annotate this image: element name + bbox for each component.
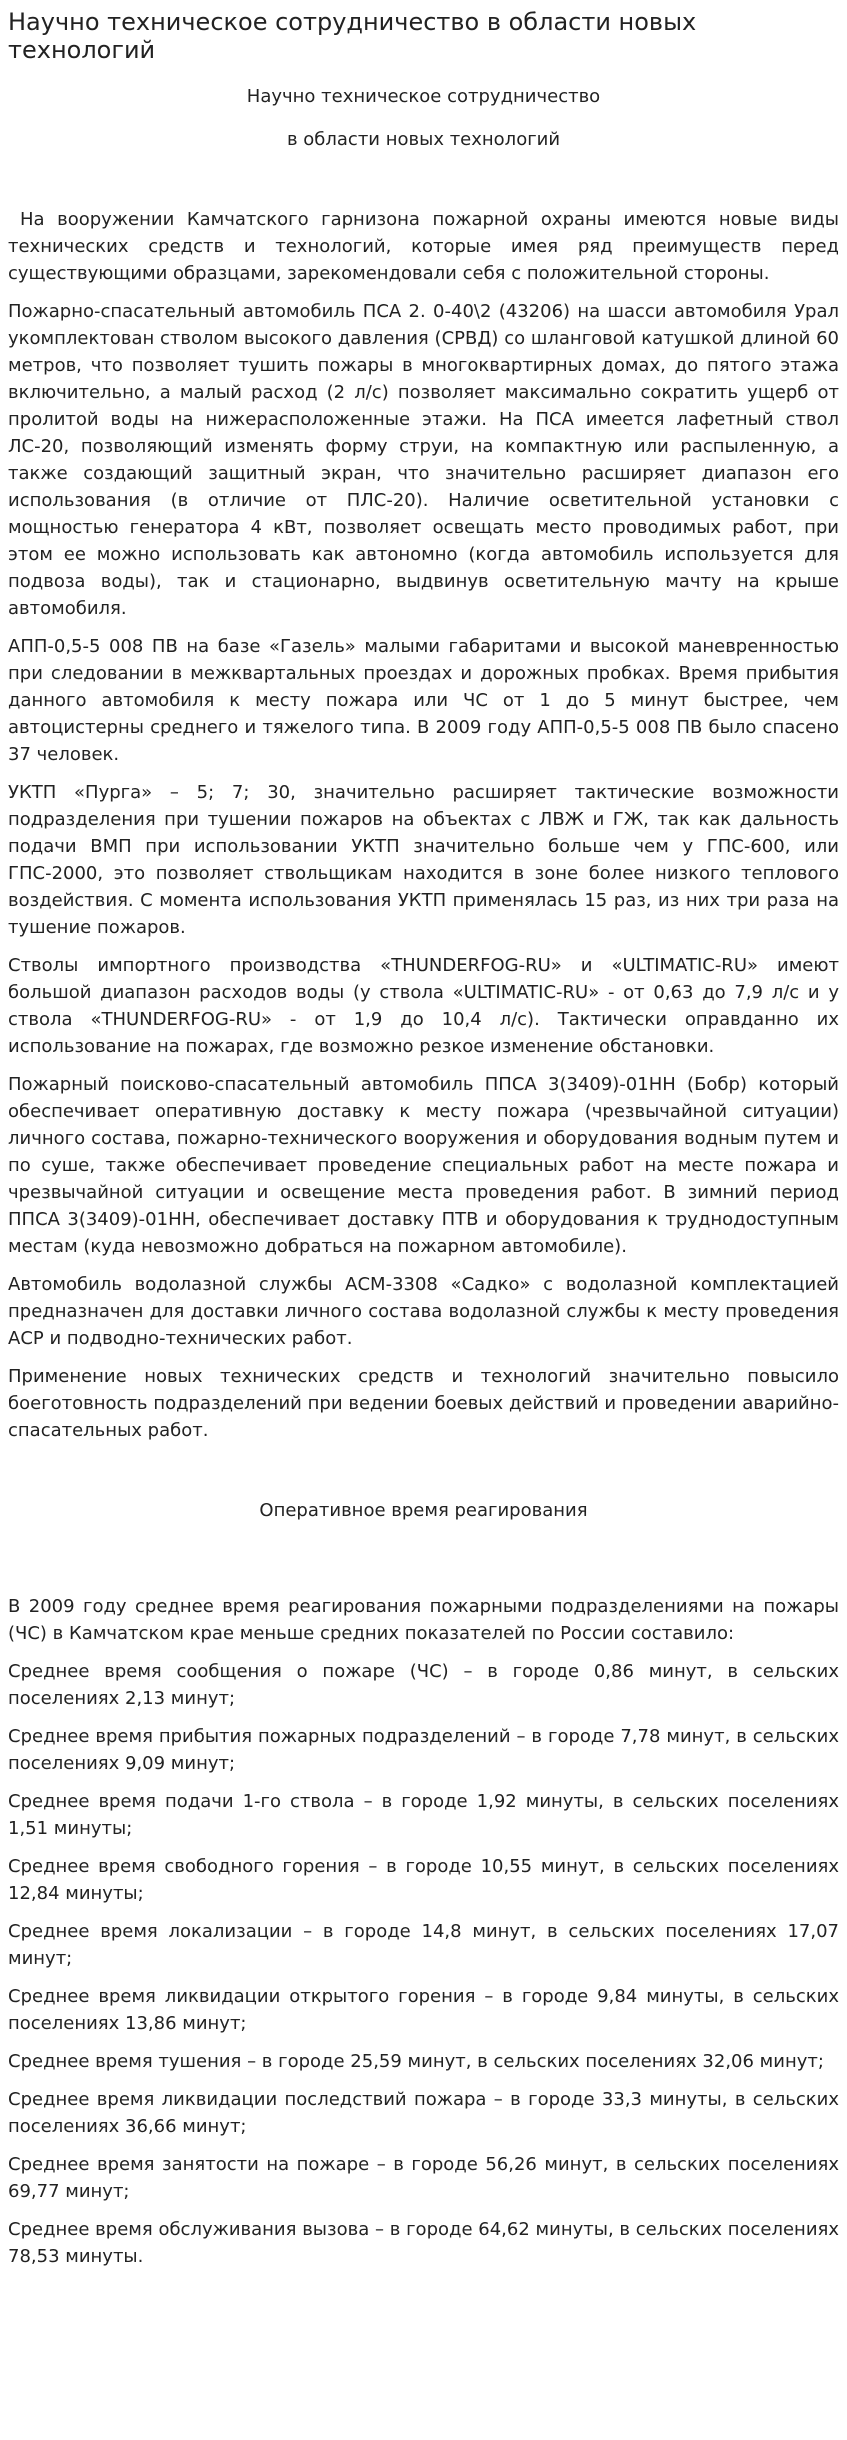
paragraph-conclusion: Применение новых технических средств и технологий значительно повысило боеготовность подразделений при ведении боевых действий и проведении аварийно-спасательных работ. xyxy=(8,1366,839,1441)
stat-item: Среднее время обслуживания вызова – в городе 64,62 минуты, в сельских поселениях 78,53 минуты. xyxy=(8,2219,839,2267)
stat-item: Среднее время локализации – в городе 14,8 минут, в сельских поселениях 17,07 минут; xyxy=(8,1921,839,1969)
stat-item: Среднее время сообщения о пожаре (ЧС) – в городе 0,86 минут, в сельских поселениях 2,13 минут; xyxy=(8,1661,839,1709)
spacer xyxy=(8,1524,839,1593)
stat-item: Среднее время ликвидации открытого горения – в городе 9,84 минуты, в сельских поселениях 13,86 минут; xyxy=(8,1986,839,2034)
paragraph-intro: На вооружении Камчатского гарнизона пожарной охраны имеются новые виды технических средств и технологий, которые имея ряд преимуществ перед существующими образцами, зарекомендовали себя с положительной стороны. xyxy=(8,209,839,284)
paragraph-nozzles: Стволы импортного производства «THUNDERFOG-RU» и «ULTIMATIC-RU» имеют большой диапазон расходов воды (у ствола «ULTIMATIC-RU» - от 0,63 до 7,9 л/с и у ствола «THUNDERFOG-RU» - от 1,9 до 10,4 л/с). Тактически оправданно их использование на пожарах, где возможно резкое изменение обстановки. xyxy=(8,955,839,1057)
page-title: Научно техническое сотрудничество в области новых технологий xyxy=(8,8,697,64)
paragraph-uktp: УКТП «Пурга» – 5; 7; 30, значительно расширяет тактические возможности подразделения при тушении пожаров на объектах с ЛВЖ и ГЖ, так как дальность подачи ВМП при использовании УКТП значительно больше чем у ГПС-600, или ГПС-2000, это позволяет ствольщикам находится в зоне более низкого теплового воздействия. С момента использования УКТП применялась 15 раз, из них три раза на тушение пожаров. xyxy=(8,782,839,938)
paragraph-psa: Пожарно-спасательный автомобиль ПСА 2. 0-40\2 (43206) на шасси автомобиля Урал укомплектован стволом высокого давления (СРВД) со шланговой катушкой длиной 60 метров, что позволяет тушить пожары в многоквартирных домах, до пятого этажа включительно, а малый расход (2 л/с) позволяет максимально сократить ущерб от пролитой воды на нижерасположенные этажи. На ПСА имеется лафетный ствол ЛС-20, позволяющий изменять форму струи, на компактную или распыленную, а также создающий защитный экран, что значительно расширяет диапазон его использования (в отличие от ПЛС-20). Наличие осветительной установки с мощностью генератора 4 кВт, позволяет освещать место проводимых работ, при этом ее можно использовать как автономно (когда автомобиль используется для подвоза воды), так и стационарно, выдвинув осветительную мачту на крыше автомобиля. xyxy=(8,301,839,619)
stat-item: Среднее время подачи 1-го ствола – в городе 1,92 минуты, в сельских поселениях 1,51 минуты; xyxy=(8,1791,839,1839)
response-time-stats xyxy=(8,1593,839,2270)
paragraph-asm: Автомобиль водолазной службы АСМ-3308 «Садко» с водолазной комплектацией предназначен для доставки личного состава водолазной службы к месту проведения АСР и подводно-технических работ. xyxy=(8,1274,839,1349)
section-heading: Оперативное время реагирования xyxy=(259,1500,588,1521)
paragraph-app: АПП-0,5-5 008 ПВ на базе «Газель» малыми габаритами и высокой маневренностью при следовании в межквартальных проездах и дорожных пробках. Время прибытия данного автомобиля к месту пожара или ЧС от 1 до 5 минут быстрее, чем автоцистерны среднего и тяжелого типа. В 2009 году АПП-0,5-5 008 ПВ было спасено 37 человек. xyxy=(8,636,839,765)
stats-intro: В 2009 году среднее время реагирования пожарными подразделениями на пожары (ЧС) в Камчатском крае меньше средних показателей по России составило: xyxy=(8,1596,839,1644)
stat-item: Среднее время тушения – в городе 25,59 минут, в сельских поселениях 32,06 минут; xyxy=(8,2051,824,2072)
stat-item: Среднее время ликвидации последствий пожара – в городе 33,3 минуты, в сельских поселениях 36,66 минут; xyxy=(8,2089,839,2137)
subtitle-line-1: Научно техническое сотрудничество xyxy=(246,86,601,107)
article-body xyxy=(8,206,839,1444)
subtitle-line-2: в области новых технологий xyxy=(286,129,561,150)
paragraph-ppsa: Пожарный поисково-спасательный автомобиль ППСА 3(3409)-01НН (Бобр) который обеспечивает оперативную доставку к месту пожара (чрезвычайной ситуации) личного состава, пожарно-технического вооружения и оборудования водным путем и по суше, также обеспечивает проведение специальных работ на месте пожара и чрезвычайной ситуации и освещение места проведения работ. В зимний период ППСА 3(3409)-01НН, обеспечивает доставку ПТВ и оборудования к труднодоступным местам (куда невозможно добраться на пожарном автомобиле). xyxy=(8,1074,839,1257)
stat-item: Среднее время занятости на пожаре – в городе 56,26 минут, в сельских поселениях 69,77 минут; xyxy=(8,2154,839,2202)
spacer xyxy=(8,1455,839,1497)
stat-item: Среднее время свободного горения – в городе 10,55 минут, в сельских поселениях 12,84 минуты; xyxy=(8,1856,839,1904)
stat-item: Среднее время прибытия пожарных подразделений – в городе 7,78 минут, в сельских поселениях 9,09 минут; xyxy=(8,1726,839,1774)
